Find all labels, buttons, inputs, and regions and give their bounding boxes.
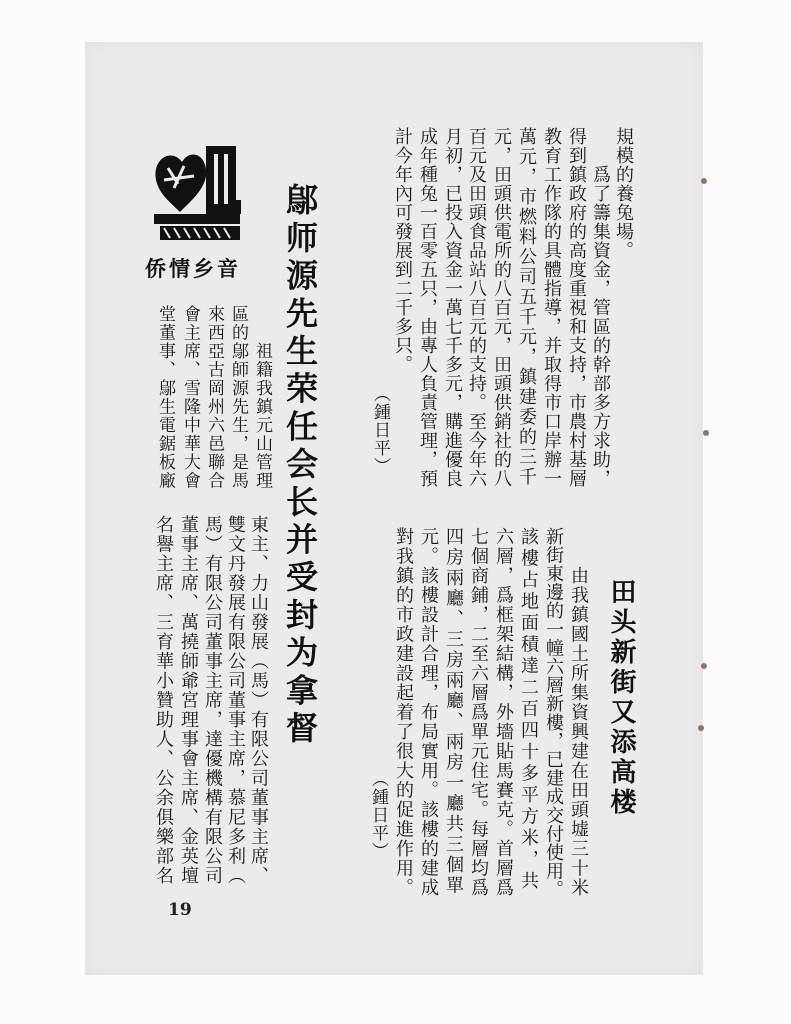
- text-column: 名譽主席、三育華小贊助人、公余俱樂部名: [153, 515, 174, 886]
- byline: （鍾日平）: [370, 385, 390, 475]
- text-column: 雙文丹發展有限公司董事主席，慕尼多利（: [225, 515, 246, 886]
- text-column: 萬元，市燃料公司五千元，鎮建委的三千: [516, 127, 537, 487]
- heart-building-emblem-icon: [150, 140, 245, 245]
- article-title: 田头新街又添高楼: [606, 578, 636, 818]
- text-column: 新街東邊的一幢六層新樓，已建成交付使用。: [543, 527, 564, 899]
- binding-hole: [701, 178, 707, 184]
- page-number: 19: [168, 900, 192, 920]
- text-column: 六層，爲框架結構，外墻貼馬賽克。首層爲: [493, 527, 514, 898]
- text-column: 對我鎮的市政建設起着了很大的促進作用。: [393, 527, 414, 898]
- text-column: 元。該樓設計合理，布局實用。該樓的建成: [418, 527, 439, 898]
- text-column: 區的鄔師源先生，是馬: [228, 305, 248, 490]
- text-column: 由我鎮國土所集資興建在田頭墟三十米: [568, 566, 589, 898]
- text-column: 馬）有限公司董事主席，達優機構有限公司: [202, 515, 223, 886]
- text-column: 成年種兔一百零五只，由專人負責管理，預: [417, 127, 438, 488]
- byline: （鍾日平）: [368, 770, 388, 860]
- binding-hole: [698, 725, 704, 731]
- text-column: 規模的養兔場。: [613, 127, 634, 260]
- text-column: 百元及田頭食品站八百元的支持。至今年六: [466, 127, 487, 488]
- section-label: 侨情乡音: [145, 257, 241, 281]
- text-column: 爲了籌集資金，管區的幹部多方求助，: [590, 165, 611, 488]
- text-column: 七個商鋪，二至六層爲單元住宅。每層均爲: [468, 527, 489, 898]
- text-column: 該樓占地面積達二百四十多平方米，共: [518, 527, 539, 893]
- text-column: 堂董事、鄔生電鋸板廠: [155, 305, 175, 490]
- text-column: 月初，已投入資金一萬七千多元，購進優良: [442, 127, 463, 488]
- binding-hole: [701, 663, 707, 669]
- text-column: 教育工作隊的具體指導，并取得市口岸辦一: [541, 127, 562, 488]
- text-column: 元，田頭供電所的八百元，田頭供銷社的八: [491, 127, 512, 488]
- article-title: 鄔师源先生荣任会长并受封为拿督: [281, 183, 319, 749]
- text-column: 東主、力山發展（馬）有限公司董事主席、: [248, 515, 269, 886]
- text-column: 四房兩廳、三房兩廳、兩房一廳共三個單: [443, 527, 464, 896]
- text-column: 董事主席、萬撓師爺宮理事會主席、金英壇: [178, 515, 199, 886]
- binding-hole: [703, 430, 709, 436]
- text-column: 計今年內可發展到二千多只。: [392, 127, 413, 374]
- text-column: 祖籍我鎮元山管理: [252, 342, 272, 490]
- text-column: 得到鎮政府的高度重視和支持，市農村基層: [566, 127, 587, 488]
- text-column: 會主席、雪隆中華大會: [180, 305, 200, 490]
- text-column: 來西亞古岡州六邑聯合: [204, 305, 224, 490]
